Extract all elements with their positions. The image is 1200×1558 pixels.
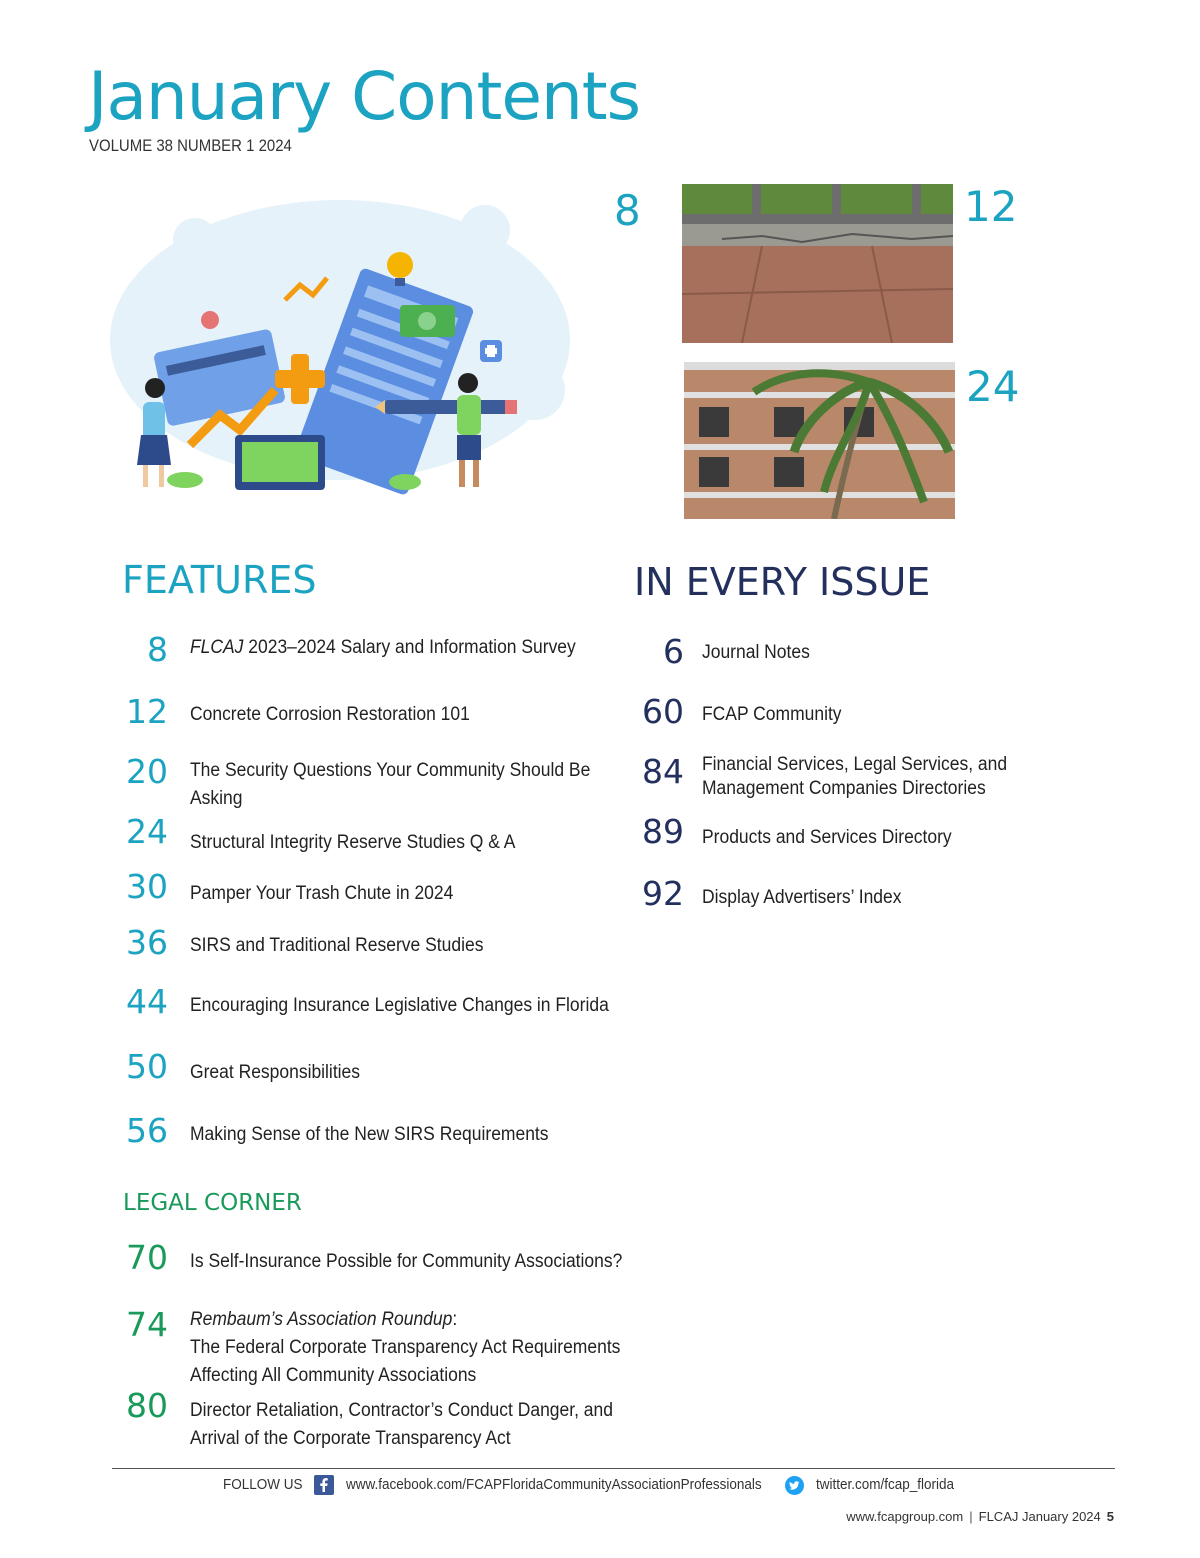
legal-title[interactable]: Is Self-Insurance Possible for Community Associations? <box>190 1251 623 1272</box>
column-name-italic: Rembaum’s Association Roundup <box>190 1309 453 1330</box>
feature-title[interactable] <box>190 757 590 813</box>
twitter-icon[interactable] <box>785 1476 804 1495</box>
legal-page-number: 70 <box>126 1238 168 1277</box>
feature-page-number: 24 <box>126 812 168 851</box>
follow-us-label: FOLLOW US <box>223 1476 303 1493</box>
issue-page-number: 84 <box>642 752 684 791</box>
feature-title-line: The Security Questions Your Community Should Be <box>190 760 591 781</box>
page-footer-line: www.fcapgroup.com | FLCAJ January 2024 5 <box>846 1509 1114 1524</box>
issue-title[interactable]: Display Advertisers’ Index <box>702 887 902 908</box>
legal-page-number: 74 <box>126 1305 168 1344</box>
issue-page-number: 89 <box>642 812 684 851</box>
feature-title-text: 2023–2024 Salary and Information Survey <box>243 637 576 658</box>
finance-illustration <box>85 190 585 500</box>
feature-page-number: 20 <box>126 752 168 791</box>
legal-title-suffix: : <box>452 1309 458 1330</box>
in-every-issue-heading: IN EVERY ISSUE <box>634 560 931 604</box>
photo-page-number: 8 <box>614 186 641 235</box>
legal-title-line: Director Retaliation, Contractor’s Conduct Danger, and <box>190 1400 613 1421</box>
feature-page-number: 44 <box>126 982 168 1021</box>
photo-page-number: 12 <box>964 182 1018 231</box>
features-heading: FEATURES <box>122 558 317 602</box>
legal-title[interactable] <box>190 1306 620 1390</box>
issue-page-number: 60 <box>642 692 684 731</box>
condo-building-photo <box>684 362 955 519</box>
feature-page-number: 12 <box>126 692 168 731</box>
feature-title[interactable]: Making Sense of the New SIRS Requirements <box>190 1124 549 1145</box>
issue-title[interactable] <box>702 753 1007 801</box>
feature-title[interactable]: Concrete Corrosion Restoration 101 <box>190 704 470 725</box>
feature-title[interactable]: Structural Integrity Reserve Studies Q & A <box>190 832 516 853</box>
publication-date: FLCAJ January 2024 <box>978 1509 1101 1524</box>
feature-page-number: 56 <box>126 1111 168 1150</box>
legal-page-number: 80 <box>126 1386 168 1425</box>
photo-page-number: 24 <box>966 362 1020 411</box>
feature-title[interactable] <box>190 634 576 662</box>
issue-title[interactable]: Products and Services Directory <box>702 827 952 848</box>
concrete-balcony-photo <box>682 184 953 343</box>
legal-title-line: Arrival of the Corporate Transparency Act <box>190 1428 511 1449</box>
feature-page-number: 36 <box>126 923 168 962</box>
issue-title-line: Financial Services, Legal Services, and <box>702 754 1008 775</box>
feature-title[interactable]: Encouraging Insurance Legislative Changes in Florida <box>190 995 609 1016</box>
issue-title[interactable]: Journal Notes <box>702 642 810 663</box>
feature-title[interactable]: Great Responsibilities <box>190 1062 361 1083</box>
issue-title[interactable]: FCAP Community <box>702 704 842 725</box>
page-title: January Contents <box>88 58 641 135</box>
feature-page-number: 50 <box>126 1047 168 1086</box>
issue-page-number: 92 <box>642 874 684 913</box>
site-url[interactable]: www.fcapgroup.com <box>846 1509 964 1524</box>
facebook-link[interactable]: www.facebook.com/FCAPFloridaCommunityAssociationProfessionals <box>346 1476 762 1493</box>
feature-page-number: 30 <box>126 867 168 906</box>
feature-title[interactable]: SIRS and Traditional Reserve Studies <box>190 935 484 956</box>
issue-title-line: Management Companies Directories <box>702 778 986 799</box>
legal-title-line: Affecting All Community Associations <box>190 1365 477 1386</box>
issue-page-number: 6 <box>663 632 684 671</box>
feature-page-number: 8 <box>147 630 168 669</box>
feature-title-italic: FLCAJ <box>190 637 244 658</box>
twitter-link[interactable]: twitter.com/fcap_florida <box>816 1476 955 1493</box>
footer-divider <box>112 1468 1115 1469</box>
legal-corner-heading: LEGAL CORNER <box>123 1190 302 1216</box>
legal-title[interactable] <box>190 1397 613 1453</box>
feature-title-line: Asking <box>190 788 243 809</box>
legal-title-line: The Federal Corporate Transparency Act Requirements <box>190 1337 621 1358</box>
page-number: 5 <box>1106 1509 1114 1524</box>
facebook-icon[interactable] <box>314 1475 334 1495</box>
volume-info: VOLUME 38 NUMBER 1 2024 <box>89 136 292 155</box>
feature-title[interactable]: Pamper Your Trash Chute in 2024 <box>190 883 454 904</box>
